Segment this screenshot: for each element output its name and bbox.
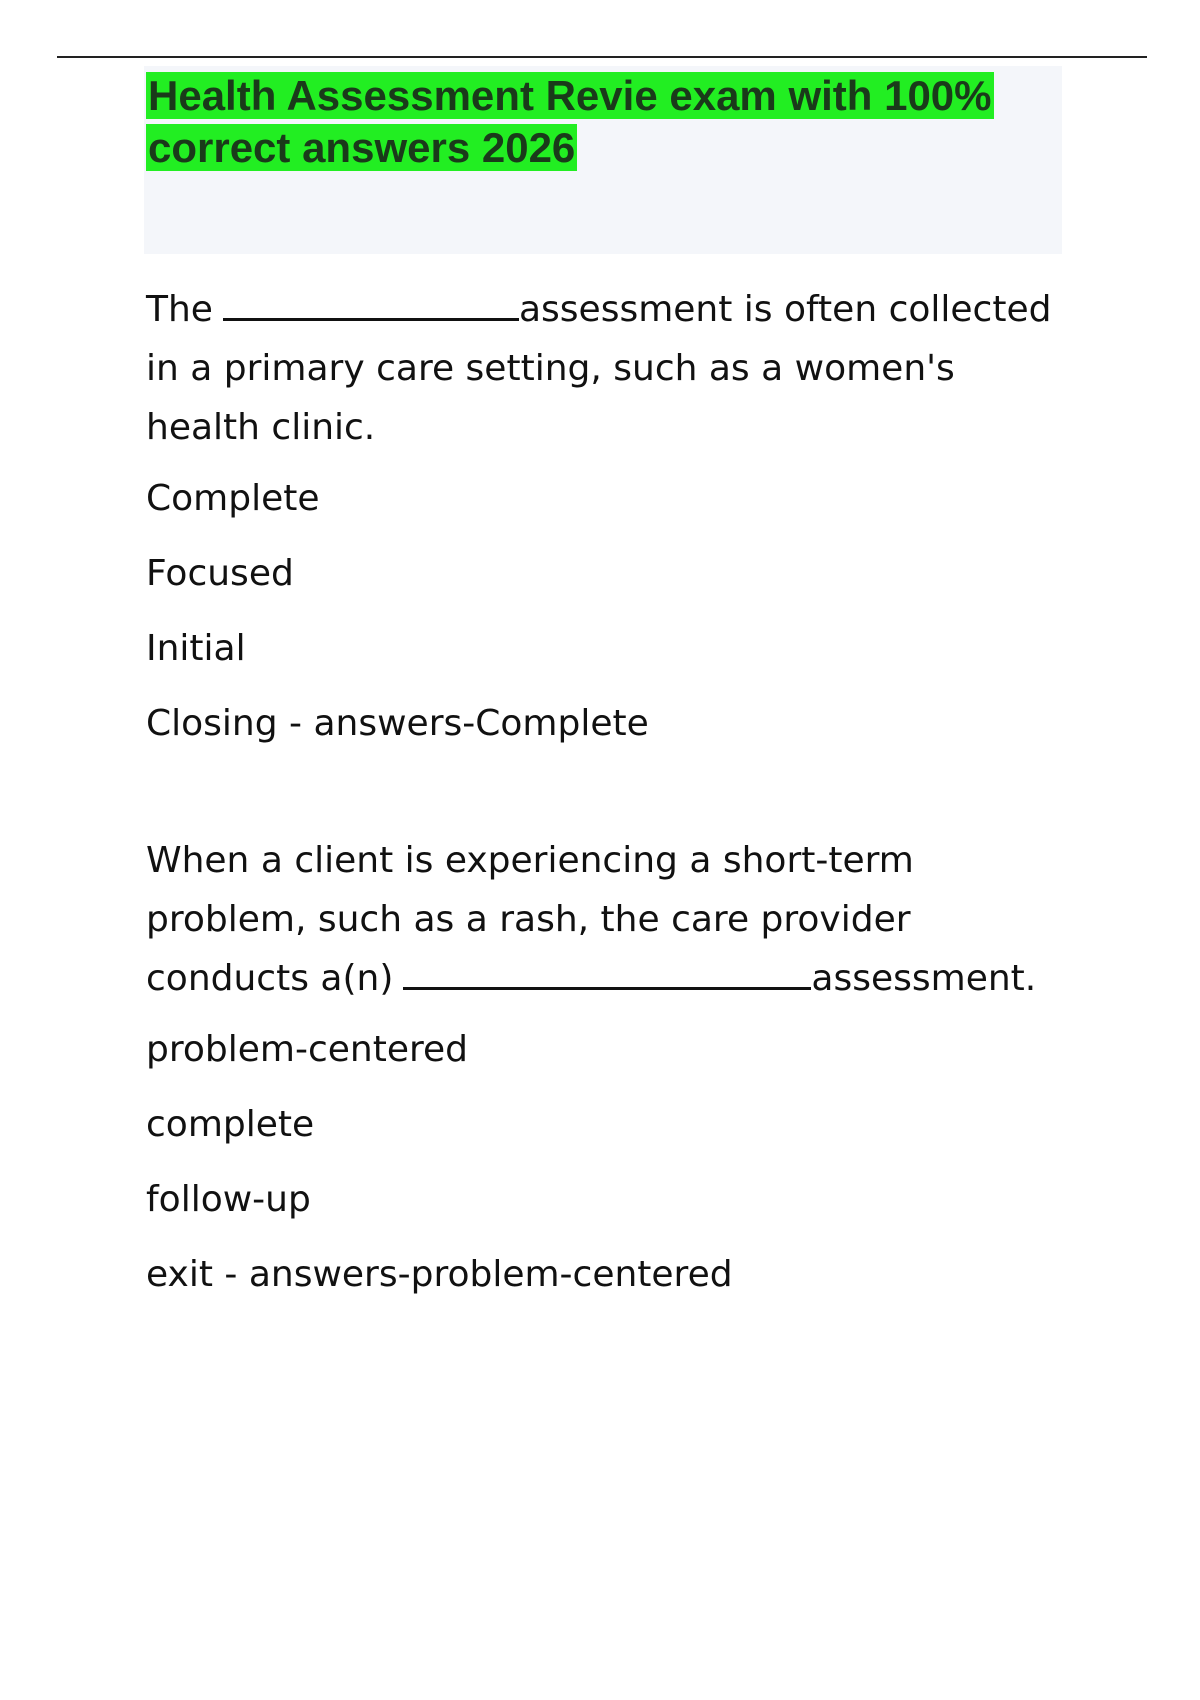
question-2-stem bbox=[146, 831, 1076, 1008]
question-1-stem bbox=[146, 280, 1076, 457]
question-2-stem-after: assessment. bbox=[811, 958, 1037, 999]
top-rule bbox=[57, 56, 1147, 58]
question-2-option: follow-up bbox=[146, 1179, 311, 1220]
question-2-options bbox=[146, 1012, 1076, 1312]
question-1-option: Initial bbox=[146, 628, 246, 669]
question-2-blank bbox=[403, 953, 811, 990]
question-2-stem-before: When a client is experiencing a short-term problem, such as a rash, the care provider conducts a(n) bbox=[146, 840, 914, 999]
question-1-answer-line: Closing - answers-Complete bbox=[146, 703, 649, 744]
question-2-option: problem-centered bbox=[146, 1029, 468, 1070]
question-2-answer-line: exit - answers-problem-centered bbox=[146, 1254, 733, 1295]
question-1-option: Complete bbox=[146, 478, 320, 519]
question-1-options bbox=[146, 461, 1076, 761]
question-1-stem-before: The bbox=[146, 289, 213, 330]
document-body bbox=[146, 280, 1076, 1312]
document-title bbox=[146, 70, 1066, 174]
document-title-highlight: Health Assessment Revie exam with 100% correct answers 2026 bbox=[148, 72, 992, 171]
question-1-option: Focused bbox=[146, 553, 294, 594]
question-1-stem-after: assessment is often collected in a primary care setting, such as a women's health clinic. bbox=[146, 289, 1052, 448]
question-2-option: complete bbox=[146, 1104, 315, 1145]
question-2 bbox=[146, 831, 1076, 1312]
question-1 bbox=[146, 280, 1076, 761]
question-1-blank bbox=[223, 284, 519, 321]
